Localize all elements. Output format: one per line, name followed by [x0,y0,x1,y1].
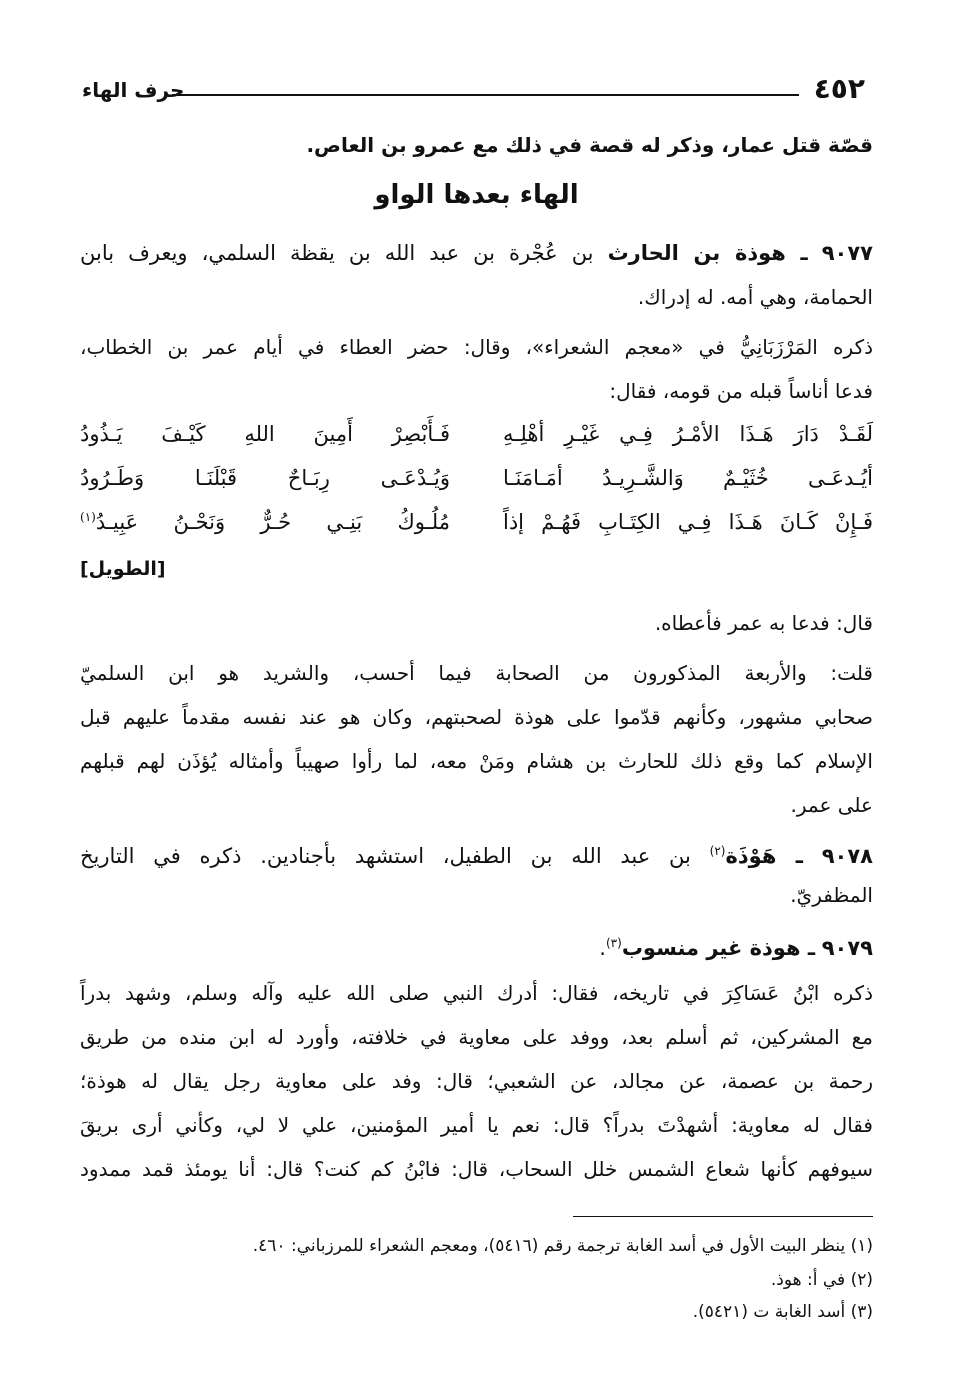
entry-tail: . [599,936,606,960]
entry-number: ٩٠٧٩ [821,936,873,960]
footnote-ref-2: (٢) [709,844,726,858]
asakir-line-1: ذكره ابْنُ عَسَاكِرَ في تاريخه، فقال: أدرك النبي صلى الله عليه وآله وسلم، وشهد بدراً [80,981,873,1005]
asakir-line-3: رحمة بن عصمة، عن مجالد، عن الشعبي؛ قال: وفد على معاوية رجل يقال له هوذة؛ [80,1069,873,1093]
qultu-line-2: صحابي مشهور، وكأنهم قدّموا على هوذة لصحبتهم، وكان هو عند نفسه مقدماً عليهم قبل [80,705,873,729]
intro-line: قصّة قتل عمار، وذكر له قصة في ذلك مع عمرو بن العاص. [306,133,873,157]
marzubani-line-2: فدعا أناساً قبله من قومه، فقال: [609,379,873,403]
asakir-line-4: فقال له معاوية: أشهدْتَ بدراً؟ قال: نعم يا أمير المؤمنين، علي لا لي، وكأني أرى بريقَ [80,1113,873,1137]
footnote-ref-1: (١) [80,510,96,524]
footnote-2: (٢) في أ: هوذ. [770,1270,873,1290]
entry-9077-line-2: الحمامة، وهي أمه. له إدراك. [637,285,873,309]
entry-9077-line-1 [80,236,873,270]
entry-number: ٩٠٧٧ [821,241,873,265]
verse-3 [80,510,873,555]
verse-3-first-hemistich: فَـإِنْ كَـانَ هَـذَا فِـي الكِتَـابِ فَهُـمْ إذاً [503,510,873,534]
asakir-line-2: مع المشركين، ثم أسلم بعد، ووفد على معاوية في خلافته، وأورد له ابن منده من طريق [80,1025,873,1049]
footnote-3: (٣) أسد الغابة ت (٥٤٢١). [692,1302,873,1322]
entry-number: ٩٠٧٨ [821,844,873,868]
qultu-line-3: الإسلام كما وقع ذلك للحارث بن هشام ومَنْ معه، لما رأوا صهيباً وأمثاله يُؤذَن لهم قبلهم [80,749,873,773]
poem-meter: [الطويل] [80,558,166,580]
entry-text: بن عبد الله بن الطفيل، استشهد بأجنادين. ذكره في التاريخ [80,844,691,868]
entry-name: ـ هوذة بن الحارث [607,241,808,265]
section-heading: الهاء بعدها الواو [374,180,579,210]
verse-1-second-hemistich: فَـأَبْصِرْ أَمِينَ اللهِ كَيْـفَ يَـذُودُ [80,422,450,446]
page-number: ٤٥٢ [813,72,865,105]
footnote-rule [573,1216,873,1217]
verse-2-second-hemistich: وَيُـدْعَـى رِبَـاحٌ قَبْلَنَـا وَطَـرُودُ [80,466,450,490]
entry-text: بن عُجْرة بن عبد الله بن يقظة السلمي، ويعرف بابن [80,241,594,265]
verse-1 [80,422,873,467]
verse-3-second-text: مُلُـوكُ بَنِـي حُـرٌّ وَنَحْـنُ عَبِيـدُ [95,510,450,534]
qultu-line-4: على عمر. [790,793,873,817]
running-title: حرف الهاء [82,78,185,102]
entry-name: ـ هوذة غير منسوب [621,936,816,960]
verse-2-first-hemistich: أيُـدعَـى خُثَيْـمٌ وَالشَّـرِيـدُ أمَـامَنَـا [503,466,873,490]
verse-2 [80,466,873,511]
verse-1-first-hemistich: لَقَـدْ دَارَ هَـذَا الأمْـرُ فِـي غَيْـرِ أهْلِـهِ [503,422,873,446]
entry-9079 [80,926,873,965]
asakir-line-5: سيوفهم كأنها شعاع الشمس خلل السحاب، قال: فابْنُ كم كنت؟ قال: أنا يومئذ قمد ممدود [80,1157,873,1181]
qultu-line-1: قلت: والأربعة المذكورون من الصحابة فيما أحسب، والشريد هو ابن السلميّ [80,661,873,685]
verse-3-second-hemistich [80,510,450,534]
header-rule [172,94,799,96]
book-page [80,0,873,1385]
qala-line: قال: فدعا به عمر فأعطاه. [654,611,873,635]
entry-9078-line-1 [80,834,873,873]
entry-name: ـ هَوْذَة [725,844,803,868]
entry-9078-line-2: المظفريّ. [790,883,873,907]
footnote-ref-3: (٣) [605,936,622,950]
page-header [80,72,873,108]
marzubani-line-1: ذكره المَرْزَبَانِيُّ في «معجم الشعراء»، وقال: حضر العطاء في أيام عمر بن الخطاب، [80,335,873,359]
footnote-1: (١) ينظر البيت الأول في أسد الغابة ترجمة رقم (٥٤١٦)، ومعجم الشعراء للمرزباني: ٤٦٠. [252,1236,873,1256]
